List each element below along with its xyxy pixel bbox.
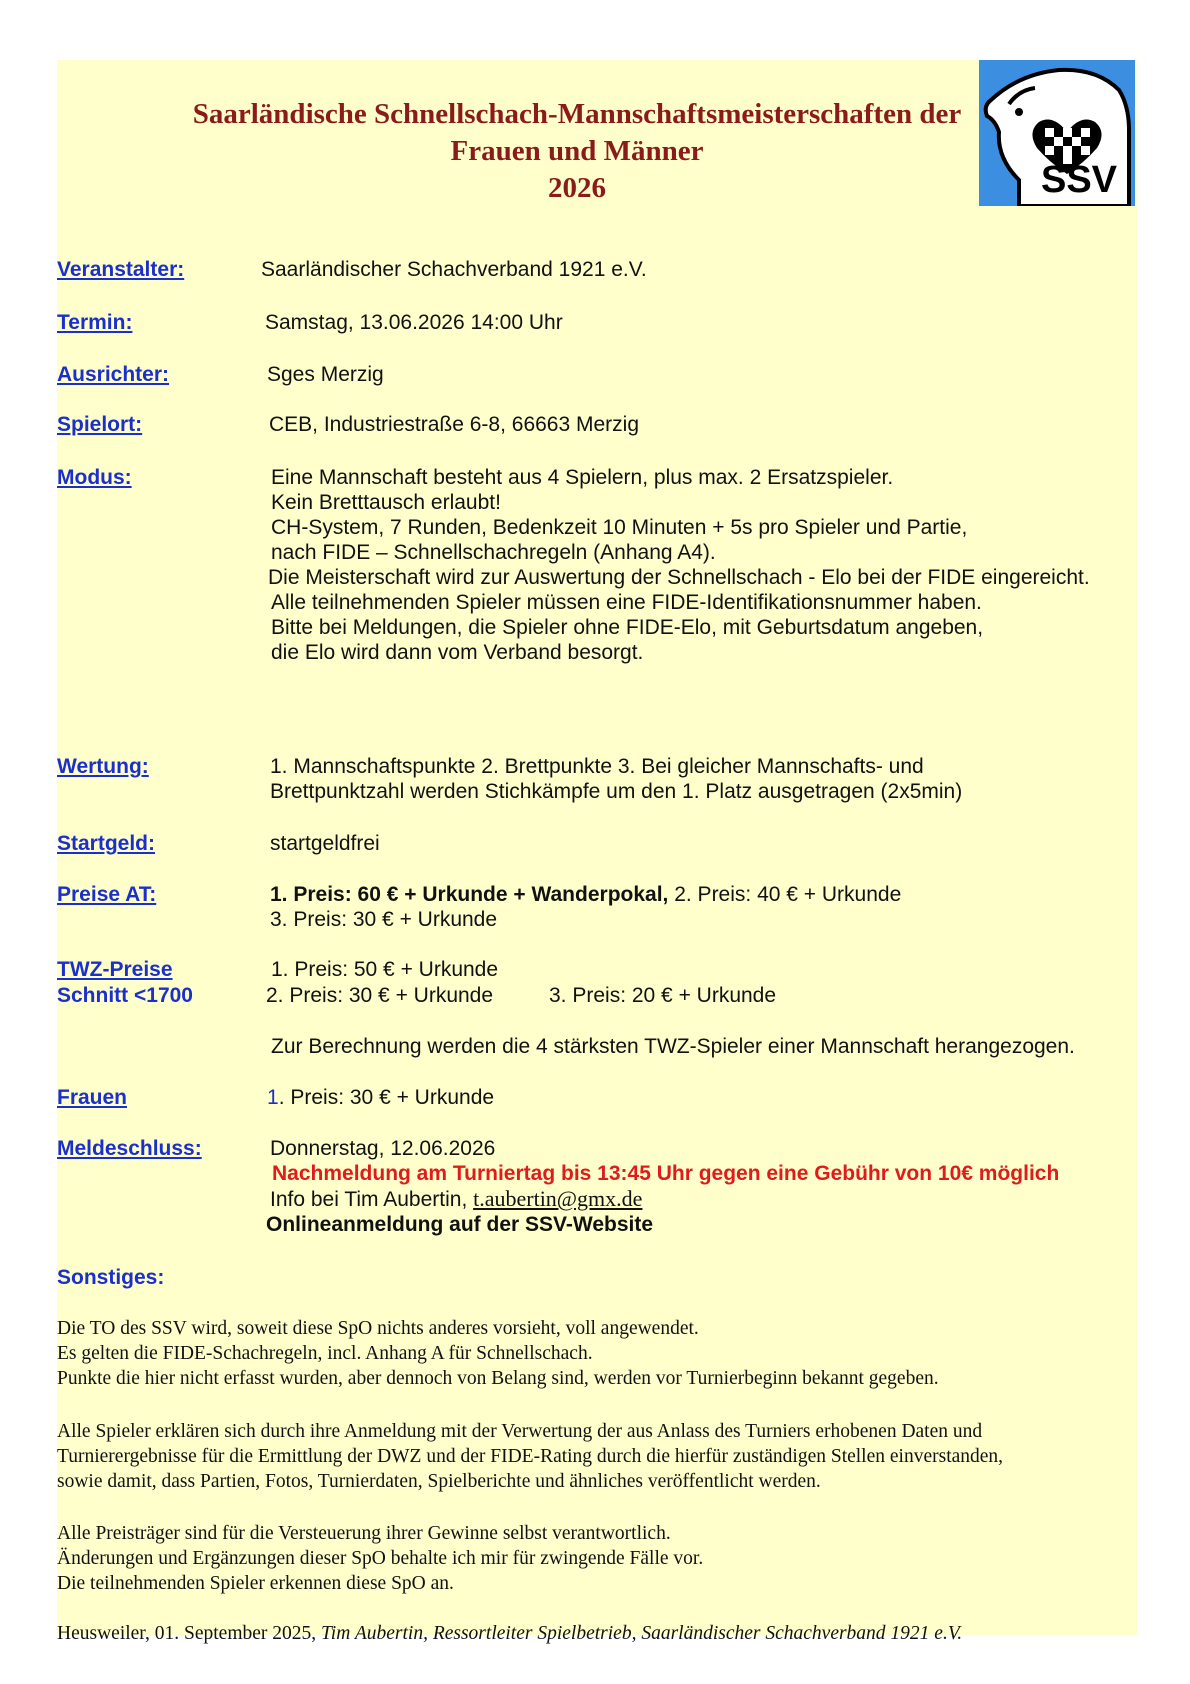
text-line: Alle Spieler erklären sich durch ihre Anmeldung mit der Verwertung der aus Anlass des Turniers erhobenen Daten und <box>57 1421 983 1442</box>
twz-label-1: TWZ-Preise <box>57 958 173 981</box>
title-line-1: Saarländische Schnellschach-Mannschaftsmeisterschaften der <box>192 98 962 130</box>
frauen-value: . Preis: 30 € + Urkunde <box>278 1086 495 1109</box>
modus-line: Eine Mannschaft besteht aus 4 Spielern, plus max. 2 Ersatzspieler. <box>271 466 894 489</box>
startgeld-value: startgeldfrei <box>270 832 380 855</box>
twz-line-2b: 3. Preis: 20 € + Urkunde <box>549 984 777 1007</box>
sonstiges-para-3 <box>57 1521 1137 1596</box>
modus-line: Alle teilnehmenden Spieler müssen eine FIDE-Identifikationsnummer haben. <box>271 591 982 614</box>
text-line: sowie damit, dass Partien, Fotos, Turnierdaten, Spielberichte und ähnliches veröffentlicht werden. <box>57 1471 821 1492</box>
modus-line: Die Meisterschaft wird zur Auswertung der Schnellschach - Elo bei der FIDE eingereicht. <box>268 566 1090 589</box>
modus-line: Kein Bretttausch erlaubt! <box>271 491 501 514</box>
modus-line: Bitte bei Meldungen, die Spieler ohne FIDE-Elo, mit Geburtsdatum angeben, <box>271 616 984 639</box>
chess-knight-logo-icon <box>979 60 1135 206</box>
email-link[interactable]: t.aubertin@gmx.de <box>473 1186 643 1211</box>
title-line-2: Frauen und Männer <box>450 135 704 167</box>
modus-line: CH-System, 7 Runden, Bedenkzeit 10 Minuten + 5s pro Spieler und Partie, <box>271 516 968 539</box>
signature-line <box>57 1621 1137 1646</box>
signature-place: Heusweiler, 01. September 2025, <box>57 1623 322 1644</box>
wertung-line: Brettpunktzahl werden Stichkämpfe um den 1. Platz ausgetragen (2x5min) <box>270 780 963 803</box>
sonstiges-label: Sonstiges: <box>57 1266 165 1289</box>
sonstiges-para-1 <box>57 1316 1137 1391</box>
preise-at-label: Preise AT: <box>57 883 157 906</box>
termin-value: Samstag, 13.06.2026 14:00 Uhr <box>265 311 563 334</box>
preise-at-second: 2. Preis: 40 € + Urkunde <box>668 883 902 906</box>
document-title <box>57 96 1097 207</box>
wertung-value <box>270 754 962 804</box>
text-line: Turnierergebnisse für die Ermittlung der DWZ und der FIDE-Rating durch die hierfür zuständigen Stellen einverstanden, <box>57 1446 1004 1467</box>
meldeschluss-label: Meldeschluss: <box>57 1137 202 1160</box>
frauen-num: 1 <box>267 1086 279 1109</box>
twz-line-1: 1. Preis: 50 € + Urkunde <box>271 958 499 981</box>
preise-at-first: 1. Preis: 60 € + Urkunde + Wanderpokal, <box>270 883 669 906</box>
late-registration-notice: Nachmeldung am Turniertag bis 13:45 Uhr gegen eine Gebühr von 10€ möglich <box>272 1162 1060 1185</box>
sonstiges-para-2 <box>57 1419 1137 1494</box>
info-text: Info bei Tim Aubertin, <box>270 1188 474 1211</box>
ausrichter-value: Sges Merzig <box>267 363 384 386</box>
wertung-label: Wertung: <box>57 755 149 778</box>
text-line: Es gelten die FIDE-Schachregeln, incl. Anhang A für Schnellschach. <box>57 1343 593 1364</box>
meldeschluss-date: Donnerstag, 12.06.2026 <box>270 1137 496 1160</box>
veranstalter-value: Saarländischer Schachverband 1921 e.V. <box>261 258 647 281</box>
title-line-3: 2026 <box>548 172 606 204</box>
online-registration: Onlineanmeldung auf der SSV-Website <box>266 1213 654 1236</box>
logo-text: SSV <box>1040 159 1118 201</box>
twz-note: Zur Berechnung werden die 4 stärksten TWZ-Spieler einer Mannschaft herangezogen. <box>271 1035 1075 1058</box>
modus-line: nach FIDE – Schnellschachregeln (Anhang A4). <box>271 541 716 564</box>
termin-label: Termin: <box>57 311 133 334</box>
frauen-label: Frauen <box>57 1086 128 1109</box>
text-line: Alle Preisträger sind für die Versteuerung ihrer Gewinne selbst verantwortlich. <box>57 1523 671 1544</box>
ausrichter-label: Ausrichter: <box>57 363 170 386</box>
text-line: Die teilnehmenden Spieler erkennen diese SpO an. <box>57 1573 454 1594</box>
ssv-logo <box>979 60 1135 206</box>
spielort-label: Spielort: <box>57 413 143 436</box>
modus-label: Modus: <box>57 466 132 489</box>
preise-at-third: 3. Preis: 30 € + Urkunde <box>270 908 498 931</box>
veranstalter-label: Veranstalter: <box>57 258 185 281</box>
text-line: Die TO des SSV wird, soweit diese SpO nichts anderes vorsieht, voll angewendet. <box>57 1318 699 1339</box>
twz-line-2a: 2. Preis: 30 € + Urkunde <box>266 984 494 1007</box>
preise-at-value <box>270 882 901 932</box>
modus-value <box>268 465 1090 665</box>
signature-name: Tim Aubertin, Ressortleiter Spielbetrieb, Saarländischer Schachverband 1921 e.V. <box>321 1623 963 1644</box>
modus-line: die Elo wird dann vom Verband besorgt. <box>271 641 644 664</box>
spielort-value: CEB, Industriestraße 6-8, 66663 Merzig <box>269 413 640 436</box>
text-line: Punkte die hier nicht erfasst wurden, aber dennoch von Belang sind, werden vor Turnierbeginn bekannt gegeben. <box>57 1368 939 1389</box>
startgeld-label: Startgeld: <box>57 832 156 855</box>
meldeschluss-value <box>266 1136 1060 1237</box>
document-page <box>57 60 1137 1644</box>
text-line: Änderungen und Ergänzungen dieser SpO behalte ich mir für zwingende Fälle vor. <box>57 1548 704 1569</box>
twz-label-2: Schnitt <1700 <box>57 984 193 1007</box>
wertung-line: 1. Mannschaftspunkte 2. Brettpunkte 3. Bei gleicher Mannschafts- und <box>270 755 924 778</box>
